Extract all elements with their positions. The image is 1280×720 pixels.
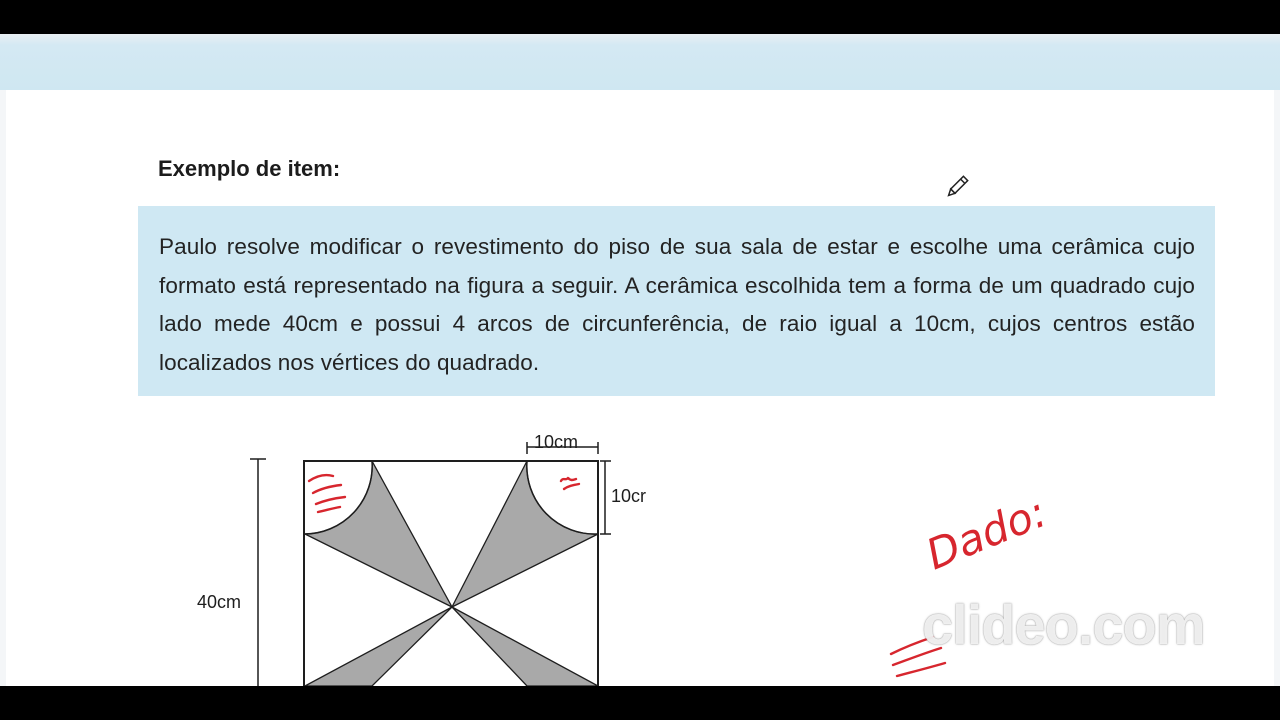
- problem-statement-text: Paulo resolve modificar o revestimento do piso de sua sala de estar e escolhe uma cerâmica cujo formato está representado na figura a seguir. A cerâmica escolhida tem a forma de um quadrado cujo lado mede 40cm e possui 4 arcos de circunferência, de raio igual a 10cm, cujos centros estão localizados nos vértices do quadrado.: [159, 234, 1195, 375]
- handwritten-note: Dado:: [919, 487, 1054, 580]
- shaded-region: [305, 607, 452, 686]
- shaded-region: [452, 461, 598, 607]
- label-40cm: 40cm: [197, 592, 242, 612]
- ink-hatch: [313, 485, 341, 493]
- video-letterbox-top: [0, 0, 1280, 34]
- shaded-region: [305, 461, 452, 607]
- example-heading: Exemplo de item:: [158, 156, 341, 181]
- tile-square: [304, 461, 598, 686]
- label-10cm-right: 10cr: [611, 486, 647, 506]
- watermark: clideo.com: [922, 593, 1205, 656]
- ink-hatch: [318, 507, 340, 512]
- video-letterbox-bottom: [0, 686, 1280, 720]
- ink-hatch: [561, 478, 576, 481]
- ink-bracket: [897, 663, 945, 676]
- tile-figure: [0, 34, 1280, 686]
- ink-hatch: [309, 475, 333, 481]
- ink-hatch: [564, 484, 579, 489]
- label-10cm-top: 10cm: [534, 432, 579, 452]
- ink-hatch: [316, 497, 345, 504]
- shaded-region: [452, 607, 598, 686]
- document-viewer: [0, 34, 1280, 686]
